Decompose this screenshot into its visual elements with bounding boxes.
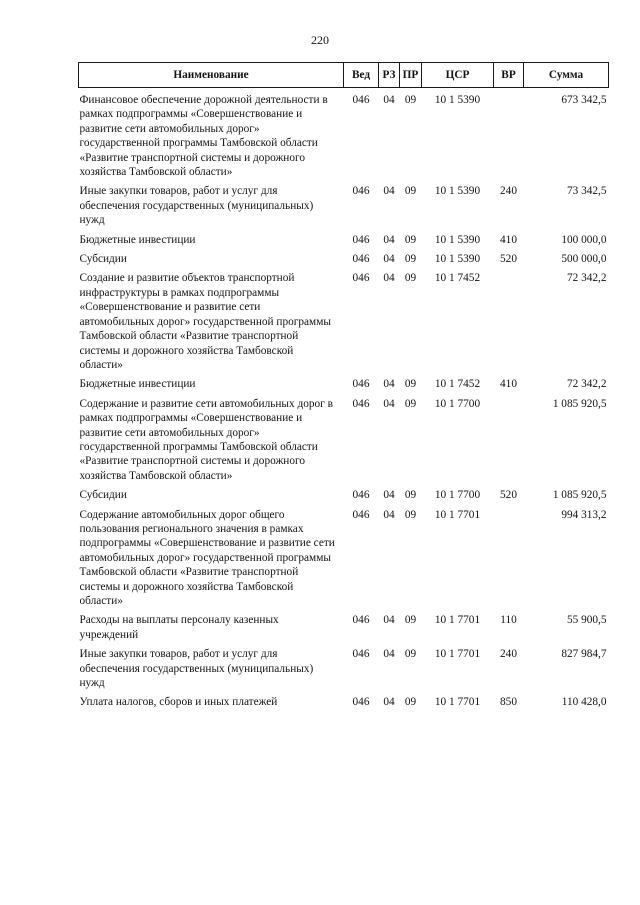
cell-ved: 046 bbox=[352, 94, 370, 106]
cell-ved: 046 bbox=[352, 378, 370, 391]
cell-name: Расходы на выплаты персоналу казенных учреждений bbox=[79, 614, 279, 641]
cell-vr: 240 bbox=[500, 648, 517, 661]
table-row bbox=[79, 645, 609, 693]
cell-rz: 04 bbox=[383, 489, 395, 502]
header-row bbox=[79, 63, 609, 88]
table-row bbox=[79, 486, 609, 505]
cell-sum: 1 085 920,5 bbox=[552, 489, 607, 502]
cell-vr: 850 bbox=[500, 696, 517, 709]
cell-rz: 04 bbox=[383, 94, 395, 106]
table-row bbox=[79, 182, 609, 230]
cell-rz: 04 bbox=[383, 185, 395, 198]
cell-vr bbox=[494, 395, 524, 486]
cell-name: Бюджетные инвестиции bbox=[79, 233, 196, 246]
table-row bbox=[79, 88, 609, 183]
cell-sum: 55 900,5 bbox=[566, 614, 607, 627]
table-row bbox=[79, 375, 609, 394]
cell-csr: 10 1 7701 bbox=[434, 696, 481, 709]
cell-pr: 09 bbox=[404, 378, 417, 391]
cell-rz: 04 bbox=[383, 397, 395, 410]
cell-ved: 046 bbox=[352, 253, 370, 266]
table-row bbox=[79, 269, 609, 375]
header-name: Наименование bbox=[79, 63, 344, 88]
header-vr: ВР bbox=[494, 63, 524, 88]
cell-sum: 827 984,7 bbox=[561, 648, 607, 661]
table-row bbox=[79, 506, 609, 612]
cell-rz: 04 bbox=[383, 696, 395, 709]
budget-table bbox=[78, 62, 609, 713]
cell-pr: 09 bbox=[404, 233, 417, 246]
cell-vr: 110 bbox=[500, 614, 517, 627]
cell-ved: 046 bbox=[352, 508, 370, 521]
cell-sum: 72 342,2 bbox=[566, 272, 607, 285]
cell-sum: 110 428,0 bbox=[561, 696, 607, 709]
cell-pr: 09 bbox=[404, 489, 417, 502]
cell-sum: 994 313,2 bbox=[561, 508, 607, 521]
table-row bbox=[79, 395, 609, 486]
cell-name: Уплата налогов, сборов и иных платежей bbox=[79, 696, 278, 709]
cell-pr: 09 bbox=[404, 508, 417, 521]
cell-ved: 046 bbox=[352, 272, 370, 285]
cell-rz: 04 bbox=[383, 614, 395, 627]
cell-name: Иные закупки товаров, работ и услуг для обеспечения государственных (муниципальных) нужд bbox=[79, 185, 314, 227]
cell-sum: 73 342,5 bbox=[566, 185, 607, 198]
page-number: 220 bbox=[311, 33, 329, 47]
cell-pr: 09 bbox=[404, 696, 417, 709]
cell-name: Субсидии bbox=[79, 253, 127, 266]
cell-name: Иные закупки товаров, работ и услуг для обеспечения государственных (муниципальных) нужд bbox=[79, 648, 314, 690]
cell-ved: 046 bbox=[352, 233, 370, 246]
cell-pr: 09 bbox=[404, 253, 417, 266]
cell-csr: 10 1 7701 bbox=[434, 648, 481, 661]
header-csr: ЦСР bbox=[422, 63, 494, 88]
cell-sum: 72 342,2 bbox=[566, 378, 607, 391]
cell-sum: 673 342,5 bbox=[561, 94, 607, 106]
cell-vr: 520 bbox=[500, 489, 517, 502]
header-rz: РЗ bbox=[379, 63, 400, 88]
cell-vr bbox=[494, 506, 524, 612]
cell-vr bbox=[494, 269, 524, 375]
cell-ved: 046 bbox=[352, 614, 370, 627]
header-pr: ПР bbox=[400, 63, 422, 88]
cell-csr: 10 1 7700 bbox=[434, 397, 481, 410]
cell-ved: 046 bbox=[352, 397, 370, 410]
cell-pr: 09 bbox=[404, 397, 417, 410]
cell-csr: 10 1 5390 bbox=[434, 253, 481, 266]
table-row bbox=[79, 611, 609, 645]
table-body bbox=[79, 88, 609, 713]
cell-name: Содержание автомобильных дорог общего пользования регионального значения в рамках подпрограммы «Совершенствование и развитие сети автомобильных дорог» государственной программы Тамбовской области «Развитие транспортной системы и дорожного хозяйства Тамбовской области» bbox=[79, 508, 335, 607]
cell-vr: 410 bbox=[500, 233, 517, 246]
cell-rz: 04 bbox=[383, 508, 395, 521]
cell-rz: 04 bbox=[383, 648, 395, 661]
cell-ved: 046 bbox=[352, 185, 370, 198]
cell-sum: 500 000,0 bbox=[561, 253, 607, 266]
cell-name: Финансовое обеспечение дорожной деятельности в рамках подпрограммы «Совершенствование и развитие сети автомобильных дорог» государственной программы Тамбовской области «Развитие транспортной системы и дорожного хозяйства Тамбовской области» bbox=[79, 94, 328, 179]
cell-csr: 10 1 7452 bbox=[434, 378, 481, 391]
cell-pr: 09 bbox=[404, 614, 417, 627]
cell-pr: 09 bbox=[404, 648, 417, 661]
cell-csr: 10 1 5390 bbox=[434, 94, 481, 106]
cell-name: Создание и развитие объектов транспортной инфраструктуры в рамках подпрограммы «Совершенствование и развитие сети автомобильных дорог» государственной программы Тамбовской области «Развитие транспортной системы и дорожного хозяйства Тамбовской области» bbox=[79, 272, 331, 371]
cell-vr: 410 bbox=[500, 378, 517, 391]
cell-vr: 240 bbox=[500, 185, 517, 198]
cell-name: Содержание и развитие сети автомобильных дорог в рамках подпрограммы «Совершенствование и развитие сети автомобильных дорог» государственной программы Тамбовской области «Развитие транспортной системы и дорожного хозяйства Тамбовской области» bbox=[79, 397, 333, 482]
cell-pr: 09 bbox=[404, 94, 417, 106]
table-header bbox=[79, 63, 609, 88]
cell-csr: 10 1 7700 bbox=[434, 489, 481, 502]
table-row bbox=[79, 693, 609, 712]
cell-csr: 10 1 7701 bbox=[434, 614, 481, 627]
cell-csr: 10 1 5390 bbox=[434, 233, 481, 246]
cell-ved: 046 bbox=[352, 648, 370, 661]
cell-vr bbox=[494, 88, 524, 183]
header-ved: Вед bbox=[344, 63, 379, 88]
cell-sum: 1 085 920,5 bbox=[552, 397, 607, 410]
cell-name: Субсидии bbox=[79, 489, 127, 502]
cell-ved: 046 bbox=[352, 696, 370, 709]
header-sum: Сумма bbox=[524, 63, 609, 88]
cell-csr: 10 1 7452 bbox=[434, 272, 481, 285]
cell-pr: 09 bbox=[404, 272, 417, 285]
cell-sum: 100 000,0 bbox=[561, 233, 607, 246]
cell-csr: 10 1 5390 bbox=[434, 185, 481, 198]
cell-vr: 520 bbox=[500, 253, 517, 266]
table-row bbox=[79, 231, 609, 250]
cell-rz: 04 bbox=[383, 378, 395, 391]
cell-name: Бюджетные инвестиции bbox=[79, 378, 196, 391]
cell-rz: 04 bbox=[383, 253, 395, 266]
cell-ved: 046 bbox=[352, 489, 370, 502]
cell-pr: 09 bbox=[404, 185, 417, 198]
table-row bbox=[79, 250, 609, 269]
cell-rz: 04 bbox=[383, 233, 395, 246]
cell-rz: 04 bbox=[383, 272, 395, 285]
cell-csr: 10 1 7701 bbox=[434, 508, 481, 521]
